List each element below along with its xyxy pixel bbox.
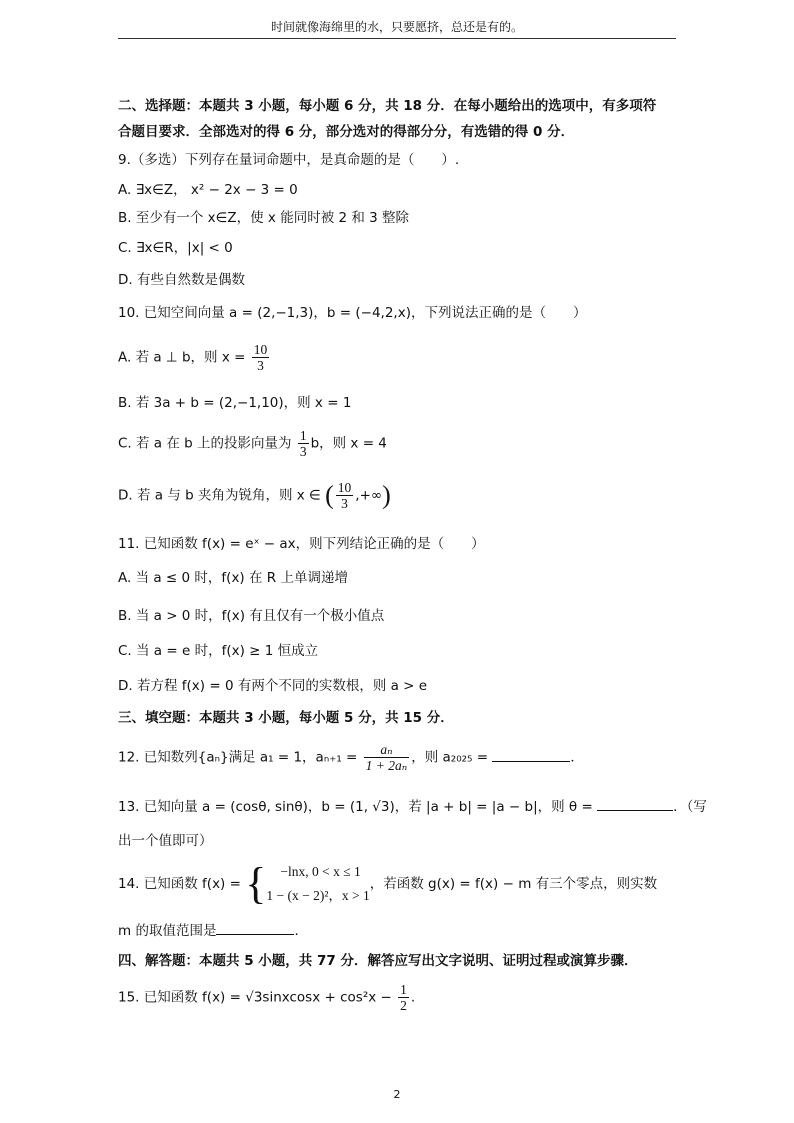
q10-d-right-paren: ): [382, 480, 391, 510]
q13-line-1: [118, 797, 707, 817]
q13-text: 13. 已知向量 a = (cosθ, sinθ)，b = (1, √3)，若 |a + b| = |a − b|，则 θ =: [118, 799, 598, 815]
q13-answer-blank[interactable]: [597, 810, 673, 811]
q10-option-d-tail: ,+∞: [355, 487, 383, 504]
q10-option-d-text: D. 若 a 与 b 夹角为锐角，则 x ∈: [118, 487, 326, 504]
q9-stem: 9.（多选）下列存在量词命题中，是真命题的是（ ）.: [118, 152, 460, 168]
q9-option-a: A. ∃x∈Z， x² − 2x − 3 = 0: [118, 182, 298, 198]
q12-tail: ，则 a₂₀₂₅ =: [411, 749, 493, 766]
section-2-heading-line-2: 合题目要求．全部选对的得 6 分，部分选对的得部分分，有选错的得 0 分．: [118, 124, 575, 140]
q10-c-numerator: 1: [299, 428, 307, 443]
q14-brace: {: [245, 859, 267, 908]
q10-option-c: [118, 428, 387, 459]
header-rule: [118, 38, 676, 39]
q11-option-d: D. 若方程 f(x) = 0 有两个不同的实数根，则 a > e: [118, 678, 428, 694]
q12-numerator: aₙ: [364, 742, 410, 758]
q10-option-c-tail: b，则 x = 4: [310, 435, 387, 452]
q14-line-2: [118, 921, 308, 941]
q12-text: 12. 已知数列{aₙ}满足 a₁ = 1，aₙ₊₁ =: [118, 749, 362, 766]
q10-a-numerator: 10: [253, 342, 268, 357]
q11-stem: 11. 已知函数 f(x) = eˣ − ax，则下列结论正确的是（ ）: [118, 536, 485, 552]
q11-option-b: B. 当 a > 0 时，f(x) 有且仅有一个极小值点: [118, 608, 385, 624]
q12-denominator: 1 + 2aₙ: [365, 758, 408, 773]
q9-option-d: D. 有些自然数是偶数: [118, 272, 245, 288]
q10-c-denominator: 3: [299, 444, 307, 459]
page-header-motto: 时间就像海绵里的水，只要愿挤，总还是有的。: [270, 20, 523, 34]
q12-answer-blank[interactable]: [492, 761, 570, 762]
q10-option-c-text: C. 若 a 在 b 上的投影向量为: [118, 435, 296, 452]
q14-case-1: −lnx, 0 < x ≤ 1: [280, 864, 361, 879]
q10-d-left-paren: (: [325, 480, 334, 510]
q10-option-c-fraction: [298, 428, 309, 459]
q15-line: [118, 982, 415, 1013]
q10-stem: 10. 已知空间向量 a = (2,−1,3)，b = (−4,2,x)，下列说法正确的是（ ）: [118, 305, 587, 321]
q10-a-denominator: 3: [257, 358, 264, 373]
q14-case-2: 1 − (x − 2)²，x > 1: [266, 888, 370, 903]
q14-line-2-end: ．: [294, 923, 308, 939]
page-number: 2: [393, 1088, 401, 1101]
q14-tail: ，若函数 g(x) = f(x) − m 有三个零点，则实数: [369, 876, 658, 892]
q14-answer-blank[interactable]: [216, 934, 294, 935]
q10-option-a-text: A. 若 a ⊥ b，则 x =: [118, 349, 250, 366]
section-4-heading: 四、解答题：本题共 5 小题，共 77 分．解答应写出文字说明、证明过程或演算步骤．: [118, 953, 638, 969]
q12-end: ．: [570, 749, 584, 766]
q10-option-a-fraction: [252, 342, 270, 373]
q12-line: [118, 742, 584, 773]
q14-line-2-text: m 的取值范围是: [118, 923, 217, 939]
section-3-heading: 三、填空题：本题共 3 小题，每小题 5 分，共 15 分．: [118, 710, 454, 726]
q13-line-1-end: ．（写: [673, 799, 707, 815]
q13-line-2: 出一个值即可）: [118, 833, 213, 849]
q10-option-d: [118, 480, 391, 511]
q9-option-c: C. ∃x∈R，|x| < 0: [118, 240, 233, 256]
section-2-heading-line-1: 二、选择题：本题共 3 小题，每小题 6 分，共 18 分．在每小题给出的选项中，有多项符: [118, 98, 657, 114]
q10-d-denominator: 3: [341, 496, 348, 511]
q12-fraction: [364, 742, 410, 773]
q10-d-numerator: 10: [337, 480, 352, 495]
q15-end: .: [410, 989, 416, 1006]
q11-option-c: C. 当 a = e 时，f(x) ≥ 1 恒成立: [118, 643, 319, 659]
q15-text: 15. 已知函数 f(x) = √3sinxcosx + cos²x −: [118, 989, 397, 1006]
q11-option-a: A. 当 a ≤ 0 时，f(x) 在 R 上单调递增: [118, 570, 348, 586]
q14-cases: [266, 860, 369, 908]
q10-option-d-fraction: [336, 480, 354, 511]
q10-option-b: B. 若 3a + b = (2,−1,10)，则 x = 1: [118, 395, 352, 411]
q9-option-b: B. 至少有一个 x∈Z，使 x 能同时被 2 和 3 整除: [118, 210, 410, 226]
q14-text: 14. 已知函数 f(x) =: [118, 876, 246, 892]
q15-fraction: [398, 982, 409, 1013]
q15-denominator: 2: [400, 998, 407, 1013]
q14-line-1: [118, 860, 657, 908]
q15-numerator: 1: [400, 982, 407, 997]
q10-option-a: [118, 342, 271, 373]
